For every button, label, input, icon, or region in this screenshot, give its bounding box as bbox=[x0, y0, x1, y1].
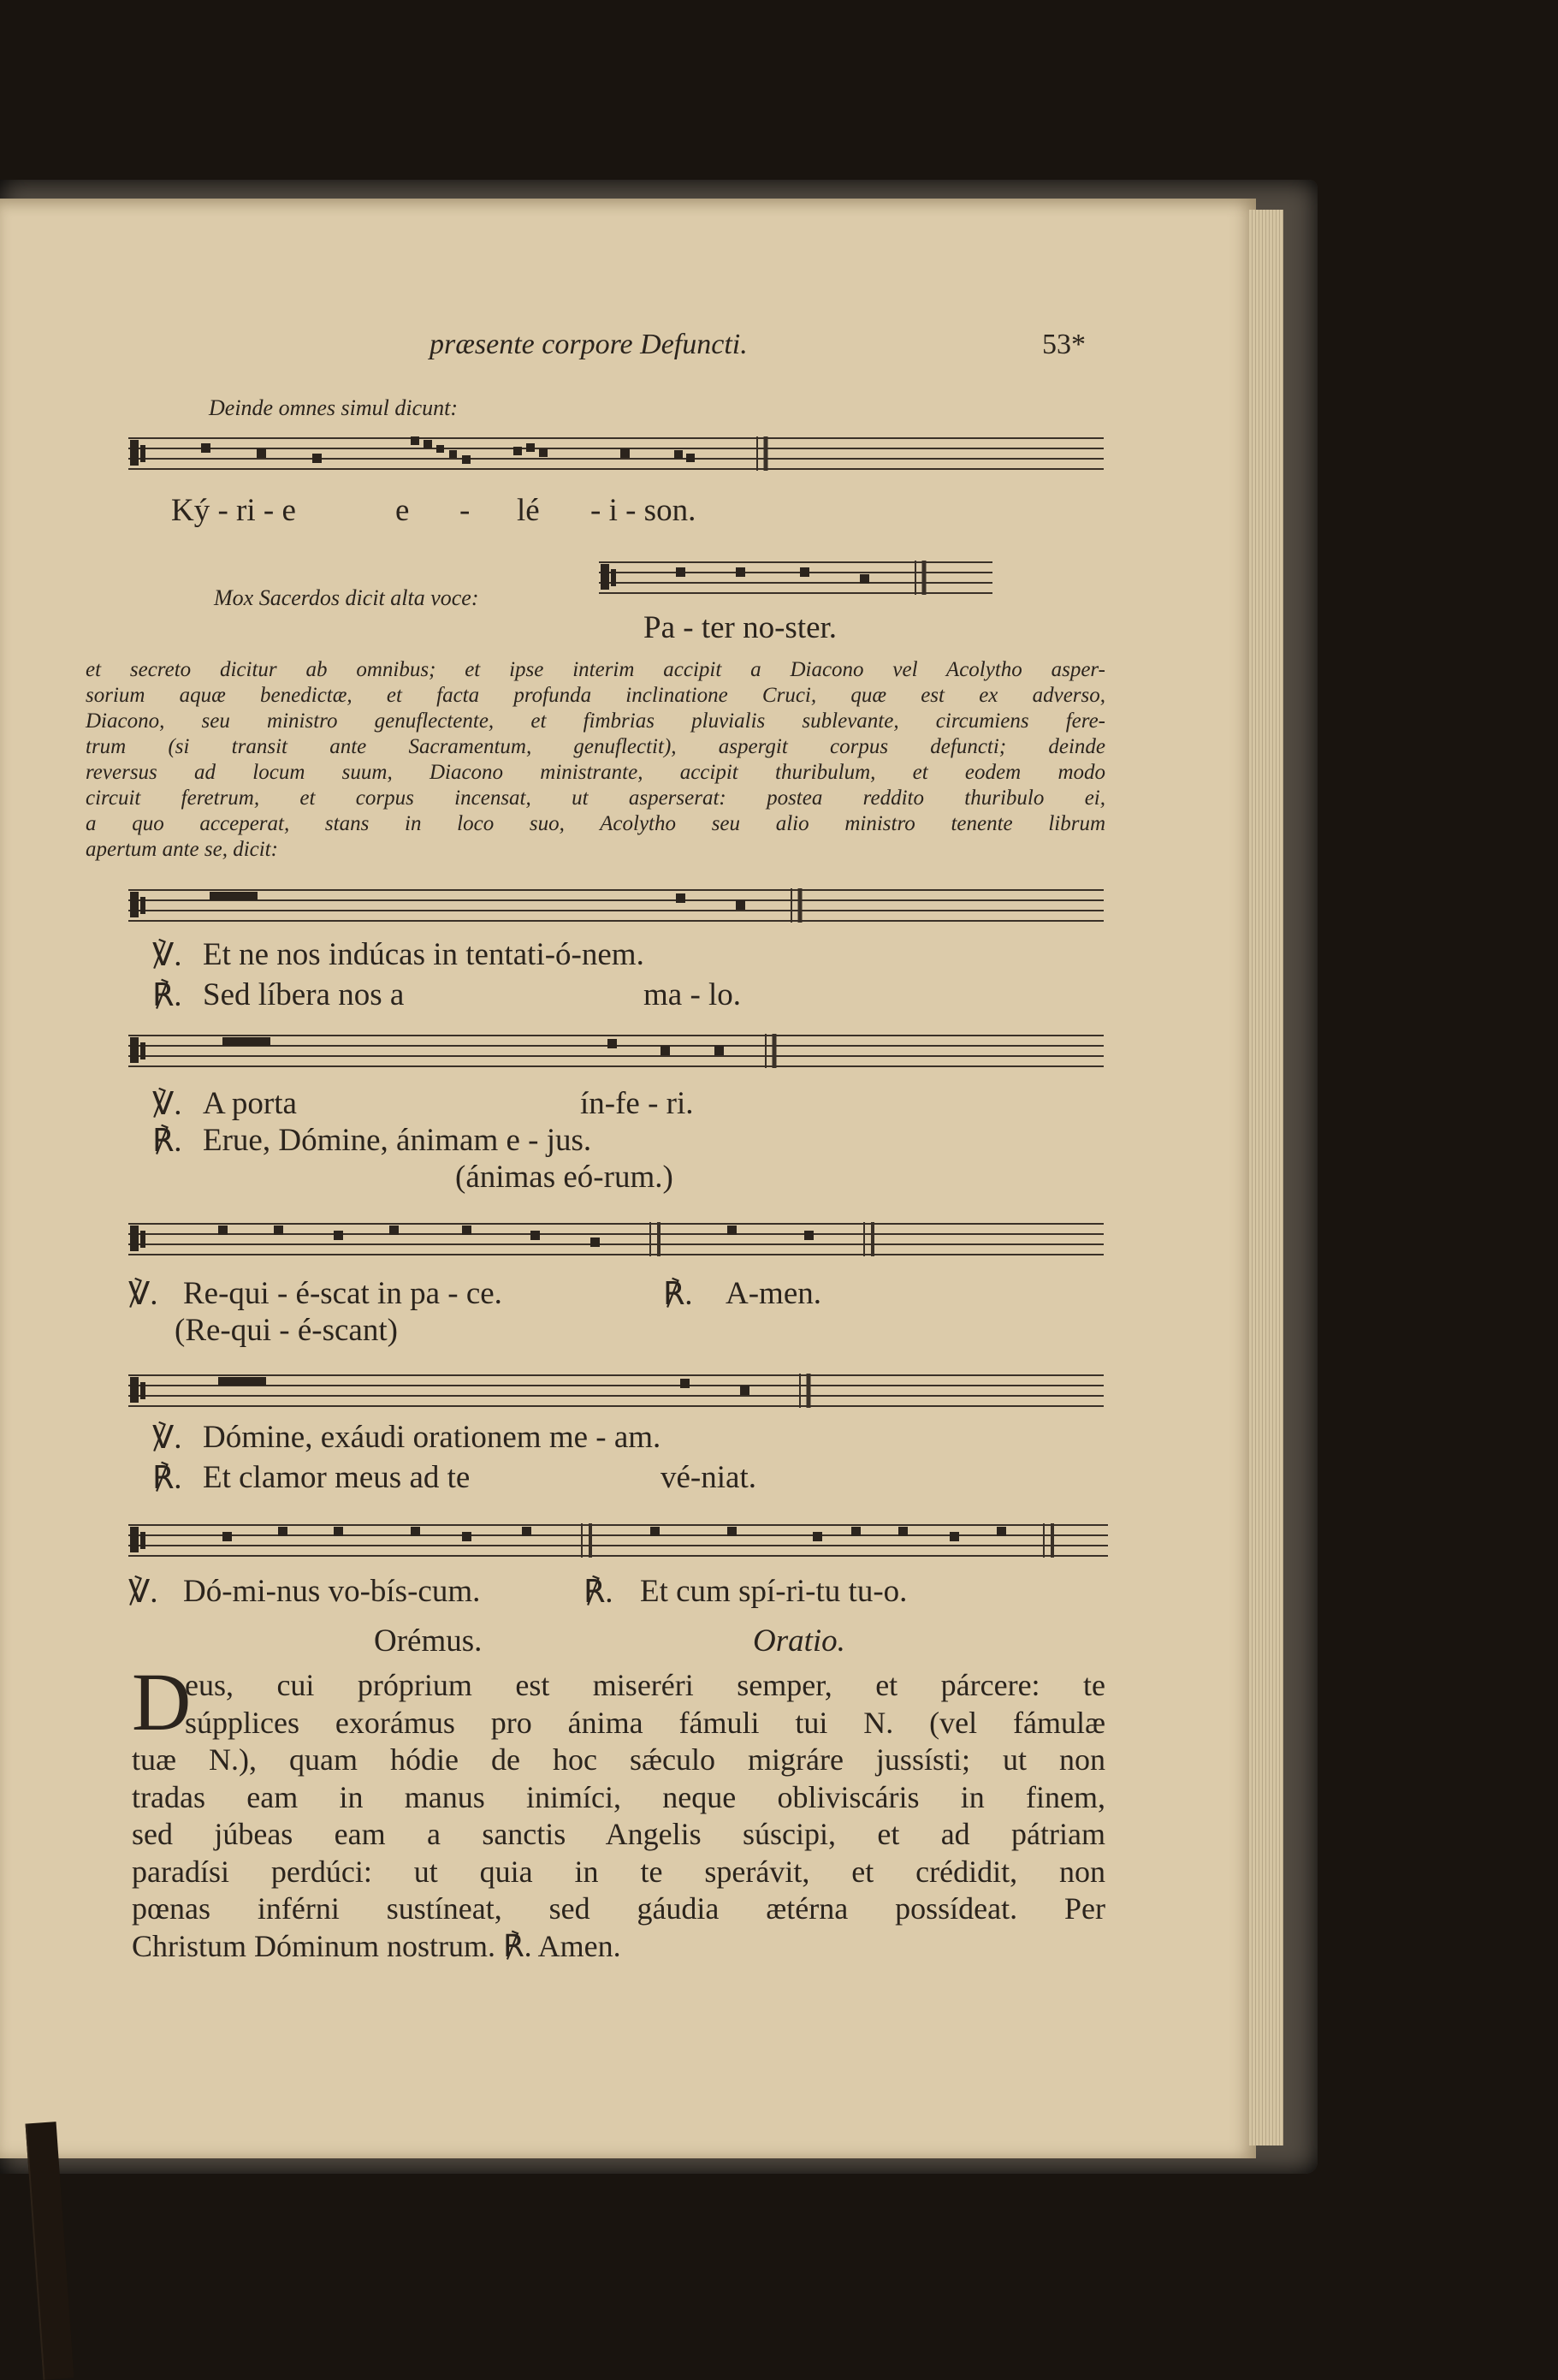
versicle-plural: (Re-qui - é-scant) bbox=[175, 1313, 398, 1348]
response-mark: ℟. bbox=[152, 978, 182, 1013]
oremus-label: Orémus. bbox=[374, 1623, 483, 1659]
versicle-text: Et ne nos indúcas in tentati-ó-nem. bbox=[203, 937, 644, 972]
staff-domine-exaudi bbox=[128, 1367, 1104, 1418]
rubric-aspersion bbox=[86, 657, 1105, 863]
response-mark: ℟. bbox=[663, 1277, 693, 1312]
kyrie-syllables-d: lé bbox=[517, 493, 540, 528]
staff-dominus-vobiscum bbox=[128, 1516, 1108, 1568]
prayer-line: sed júbeas eam a sanctis Angelis súscipi, et ad pátriam bbox=[132, 1817, 1105, 1851]
staff-ne-nos bbox=[128, 881, 1104, 933]
prayer-line: paradísi perdúci: ut quia in te sperávit, et crédidit, non bbox=[132, 1854, 1105, 1889]
rubric-line: reversus ad locum suum, Diacono ministrante, accipit thuribulum, et eodem modo bbox=[86, 761, 1105, 784]
page-number: 53* bbox=[1042, 329, 1086, 360]
rubric-line: apertum ante se, dicit: bbox=[86, 838, 278, 861]
versicle-mark: ℣. bbox=[152, 1087, 182, 1122]
response-text: Erue, Dómine, ánimam e - jus. bbox=[203, 1123, 592, 1158]
versicle-text: Dómine, exáudi orationem me - am. bbox=[203, 1420, 661, 1455]
running-title: præsente corpore Defuncti. bbox=[429, 329, 748, 360]
kyrie-syllables-c: - bbox=[459, 493, 471, 528]
prayer-line: Christum Dóminum nostrum. ℟. Amen. bbox=[132, 1928, 621, 1963]
staff-a-porta bbox=[128, 1027, 1104, 1078]
response-mark: ℟. bbox=[584, 1575, 613, 1610]
oratio-title: Oratio. bbox=[753, 1623, 845, 1659]
versicle-text: Dó-mi-nus vo-bís-cum. bbox=[183, 1574, 481, 1609]
versicle-text: A porta bbox=[203, 1086, 297, 1121]
response-mark: ℟. bbox=[152, 1461, 182, 1496]
rubric-line: sorium aquæ benedictæ, et facta profunda inclinatione Cruci, quæ est ex adverso, bbox=[86, 684, 1105, 707]
page-edge bbox=[1249, 210, 1283, 2146]
response-text-end: vé-niat. bbox=[661, 1460, 756, 1495]
prayer-line: súpplices exorámus pro ánima fámuli tui N. (vel fámulæ bbox=[185, 1705, 1105, 1740]
response-text: Sed líbera nos a bbox=[203, 977, 405, 1012]
drop-cap: D bbox=[132, 1656, 192, 1748]
prayer-line: tuæ N.), quam hódie de hoc sǽculo migráre jussísti; ut non bbox=[132, 1742, 1105, 1777]
response-text-end: ma - lo. bbox=[643, 977, 742, 1012]
response-mark: ℟. bbox=[152, 1124, 182, 1159]
staff-pater bbox=[599, 552, 992, 603]
pater-syllables: Pa - ter no-ster. bbox=[643, 610, 838, 645]
kyrie-syllables-a: Ký - ri - e bbox=[171, 493, 296, 528]
prayer-line: tradas eam in manus inimíci, neque obliviscáris in finem, bbox=[132, 1779, 1105, 1814]
kyrie-syllables-e: - i - son. bbox=[590, 493, 696, 528]
response-text: A-men. bbox=[726, 1276, 821, 1311]
versicle-text-end: ín-fe - ri. bbox=[580, 1086, 694, 1121]
rubric-line: a quo acceperat, stans in loco suo, Acolytho seu alio ministro tenente librum bbox=[86, 812, 1105, 835]
rubric-line: Diacono, seu ministro genuflectente, et fimbrias pluvialis sublevante, circumiens fere- bbox=[86, 709, 1105, 733]
staff-requiescat bbox=[128, 1215, 1104, 1267]
prayer-line: eus, cui próprium est miseréri semper, et párcere: te bbox=[185, 1668, 1105, 1702]
response-text: Et cum spí-ri-tu tu-o. bbox=[640, 1574, 908, 1609]
response-text: Et clamor meus ad te bbox=[203, 1460, 471, 1495]
versicle-mark: ℣. bbox=[152, 938, 182, 973]
versicle-mark: ℣. bbox=[128, 1277, 158, 1312]
rubric-line: circuit feretrum, et corpus incensat, ut asperserat: postea reddito thuribulo ei, bbox=[86, 786, 1105, 810]
versicle-mark: ℣. bbox=[128, 1575, 158, 1610]
versicle-text: Re-qui - é-scat in pa - ce. bbox=[183, 1276, 502, 1311]
response-plural: (ánimas eó-rum.) bbox=[455, 1160, 673, 1195]
staff-kyrie bbox=[128, 428, 1104, 488]
rubric-line: et secreto dicitur ab omnibus; et ipse interim accipit a Diacono vel Acolytho asper- bbox=[86, 658, 1105, 681]
versicle-mark: ℣. bbox=[152, 1421, 182, 1456]
prayer-text bbox=[132, 1667, 1105, 1965]
prayer-line: pœnas inférni sustíneat, sed gáudia ætérna possídeat. Per bbox=[132, 1891, 1105, 1926]
rubric-line: trum (si transit ante Sacramentum, genuflectit), aspergit corpus defuncti; deinde bbox=[86, 735, 1105, 758]
rubric-mox: Mox Sacerdos dicit alta voce: bbox=[214, 585, 479, 610]
kyrie-syllables-b: e bbox=[395, 493, 410, 528]
rubric-deinde: Deinde omnes simul dicunt: bbox=[209, 395, 459, 420]
